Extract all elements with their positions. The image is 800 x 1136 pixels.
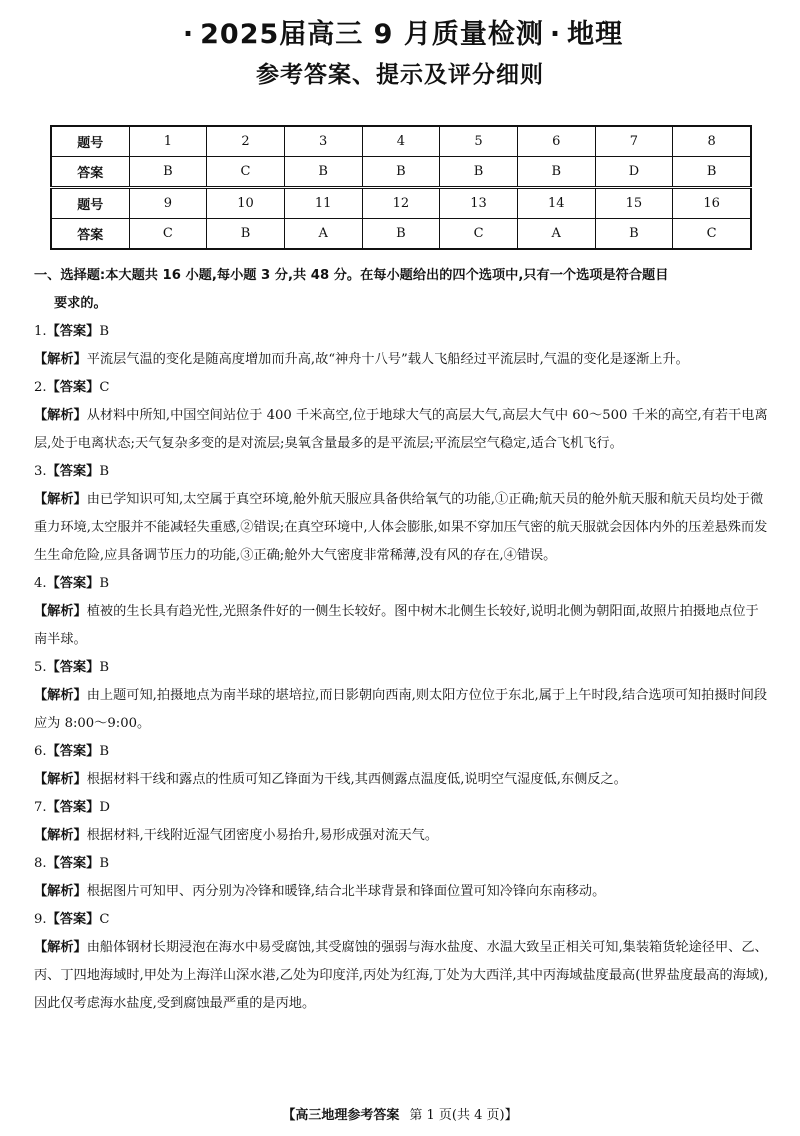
analysis-paragraph (34, 346, 770, 374)
answer-letter: B (99, 576, 110, 591)
analysis-paragraph (34, 598, 770, 654)
answer-tag: 【答案】 (46, 744, 100, 759)
analysis-text: 根据图片可知甲、丙分别为冷锋和暖锋,结合北半球背景和锋面位置可知冷锋向东南移动。 (86, 884, 606, 899)
question-number: 7. (34, 800, 47, 815)
answer-line (34, 318, 770, 346)
question-number-cell: 9 (129, 188, 207, 219)
analysis-paragraph (34, 878, 770, 906)
analysis-text: 从材料中所知,中国空间站位于 400 千米高空,位于地球大气的高层大气,高层大气中 60～500 千米的高空,有若干电离层,处于电离状态;天气复杂多变的是对流层;臭氧含量最多的是平流层;平流层空气稳定,适合飞机飞行。 (34, 408, 768, 451)
question-item (34, 458, 770, 570)
answer-content (34, 262, 770, 1018)
answer-line (34, 850, 770, 878)
answer-cell: B (129, 157, 207, 188)
answer-letter: B (99, 856, 110, 871)
question-number: 6. (34, 744, 47, 759)
analysis-tag: 【解析】 (34, 940, 87, 955)
question-number-cell: 7 (595, 126, 673, 157)
answer-letter: B (99, 324, 110, 339)
answer-letter: B (99, 660, 110, 675)
analysis-text: 根据材料干线和露点的性质可知乙锋面为干线,其西侧露点温度低,说明空气湿度低,东侧反之。 (86, 772, 627, 787)
answer-line (34, 794, 770, 822)
answer-cell: B (362, 157, 440, 188)
analysis-text: 植被的生长具有趋光性,光照条件好的一侧生长较好。图中树木北侧生长较好,说明北侧为朝阳面,故照片拍摄地点位于南半球。 (34, 604, 759, 647)
analysis-paragraph (34, 766, 770, 794)
answer-cell: C (129, 219, 207, 250)
page-footer (0, 1104, 800, 1123)
analysis-tag: 【解析】 (34, 772, 87, 787)
answer-letter: B (99, 744, 110, 759)
answer-cell: C (207, 157, 285, 188)
question-number-cell: 3 (284, 126, 362, 157)
answer-tag: 【答案】 (46, 800, 100, 815)
question-item (34, 570, 770, 654)
row-label-answer: 答案 (51, 157, 129, 188)
analysis-paragraph (34, 682, 770, 738)
question-number-cell: 2 (207, 126, 285, 157)
section-heading-line1: 一、选择题:本大题共 16 小题,每小题 3 分,共 48 分。在每小题给出的四个选项中,只有一个选项是符合题目 (34, 268, 669, 283)
analysis-paragraph (34, 934, 770, 1018)
title-subject: 地理 (567, 19, 624, 50)
answer-table (50, 125, 752, 250)
row-label-question: 题号 (51, 188, 129, 219)
analysis-tag: 【解析】 (34, 604, 87, 619)
section-heading (34, 262, 770, 318)
analysis-tag: 【解析】 (34, 884, 87, 899)
answer-tag: 【答案】 (46, 324, 100, 339)
analysis-tag: 【解析】 (34, 492, 87, 507)
analysis-paragraph (34, 822, 770, 850)
question-number-cell: 6 (517, 126, 595, 157)
analysis-tag: 【解析】 (34, 352, 87, 367)
question-item (34, 654, 770, 738)
question-list (34, 318, 770, 1018)
row-label-question: 题号 (51, 126, 129, 157)
answer-cell: A (517, 219, 595, 250)
question-item (34, 374, 770, 458)
question-number-cell: 11 (284, 188, 362, 219)
answer-cell: B (595, 219, 673, 250)
question-number-cell: 8 (673, 126, 751, 157)
answer-cell: B (673, 157, 751, 188)
footer-page-number: 第 1 页(共 4 页)】 (409, 1108, 518, 1123)
question-number: 2. (34, 380, 47, 395)
question-number-cell: 4 (362, 126, 440, 157)
title-main: 届高三 9 月质量检测 (279, 19, 544, 50)
question-number-cell: 15 (595, 188, 673, 219)
answer-cell: D (595, 157, 673, 188)
question-number: 4. (34, 576, 47, 591)
question-number-cell: 5 (440, 126, 518, 157)
answer-cell: C (440, 219, 518, 250)
document-subtitle: 参考答案、提示及评分细则 (256, 62, 544, 88)
analysis-tag: 【解析】 (34, 408, 87, 423)
question-number-cell: 10 (207, 188, 285, 219)
analysis-text: 根据材料,干线附近湿气团密度小易抬升,易形成强对流天气。 (86, 828, 439, 843)
question-number: 5. (34, 660, 47, 675)
question-item (34, 850, 770, 906)
analysis-text: 平流层气温的变化是随高度增加而升高,故“神舟十八号”载人飞船经过平流层时,气温的变化是逐渐上升。 (86, 352, 689, 367)
table-row-answers (51, 157, 751, 188)
analysis-text: 由上题可知,拍摄地点为南半球的堪培拉,而日影朝向西南,则太阳方位位于东北,属于上午时段,结合选项可知拍摄时间段应为 8:00～9:00。 (34, 688, 768, 731)
answer-cell: B (207, 219, 285, 250)
answer-tag: 【答案】 (46, 856, 100, 871)
answer-letter: C (99, 380, 110, 395)
answer-letter: C (99, 912, 110, 927)
answer-tag: 【答案】 (46, 380, 100, 395)
answer-line (34, 458, 770, 486)
answer-line (34, 570, 770, 598)
analysis-paragraph (34, 486, 770, 570)
question-item (34, 794, 770, 850)
analysis-tag: 【解析】 (34, 828, 87, 843)
answer-cell: B (517, 157, 595, 188)
question-number-cell: 14 (517, 188, 595, 219)
table-row-numbers (51, 126, 751, 157)
question-number-cell: 13 (440, 188, 518, 219)
question-item (34, 318, 770, 374)
analysis-text: 由船体钢材长期浸泡在海水中易受腐蚀,其受腐蚀的强弱与海水盐度、水温大致呈正相关可知,集装箱货轮途径甲、乙、丙、丁四地海域时,甲处为上海洋山深水港,乙处为印度洋,丙处为红海,丁处为大西洋,其中丙海域盐度最高(世界盐度最高的海域),因此仅考虑海水盐度,受到腐蚀最严重的是丙地。 (34, 940, 769, 1011)
question-number: 3. (34, 464, 47, 479)
question-number: 1. (34, 324, 47, 339)
answer-line (34, 654, 770, 682)
analysis-text: 由已学知识可知,太空属于真空环境,舱外航天服应具备供给氧气的功能,①正确;航天员的舱外航天服和航天员均处于微重力环境,太空服并不能减轻失重感,②错误;在真空环境中,人体会膨胀,如果不穿加压气密的航天服就会因体内外的压差悬殊而发生生命危险,应具备调节压力的功能,③正确;舱外大气密度非常稀薄,没有风的存在,④错误。 (34, 492, 768, 563)
analysis-tag: 【解析】 (34, 688, 87, 703)
answer-cell: A (284, 219, 362, 250)
table-row-answers (51, 219, 751, 250)
answer-tag: 【答案】 (46, 464, 100, 479)
answer-cell: B (284, 157, 362, 188)
title-bullet: · (182, 19, 195, 50)
answer-tag: 【答案】 (46, 576, 100, 591)
answer-cell: C (673, 219, 751, 250)
title-bullet-2: · (549, 19, 562, 50)
answer-line (34, 906, 770, 934)
question-item (34, 738, 770, 794)
answer-tag: 【答案】 (46, 660, 100, 675)
answer-cell: B (440, 157, 518, 188)
title-year: 2025 (200, 19, 280, 50)
question-number-cell: 1 (129, 126, 207, 157)
answer-letter: B (99, 464, 110, 479)
table-row-numbers (51, 188, 751, 219)
document-title (0, 12, 800, 51)
footer-label: 【高三地理参考答案 (282, 1108, 400, 1123)
question-item (34, 906, 770, 1018)
row-label-answer: 答案 (51, 219, 129, 250)
question-number-cell: 16 (673, 188, 751, 219)
answer-cell: B (362, 219, 440, 250)
analysis-paragraph (34, 402, 770, 458)
answer-line (34, 738, 770, 766)
answer-letter: D (99, 800, 110, 815)
answer-line (34, 374, 770, 402)
answer-tag: 【答案】 (46, 912, 100, 927)
question-number-cell: 12 (362, 188, 440, 219)
section-heading-line2: 要求的。 (54, 296, 107, 311)
question-number: 8. (34, 856, 47, 871)
question-number: 9. (34, 912, 47, 927)
